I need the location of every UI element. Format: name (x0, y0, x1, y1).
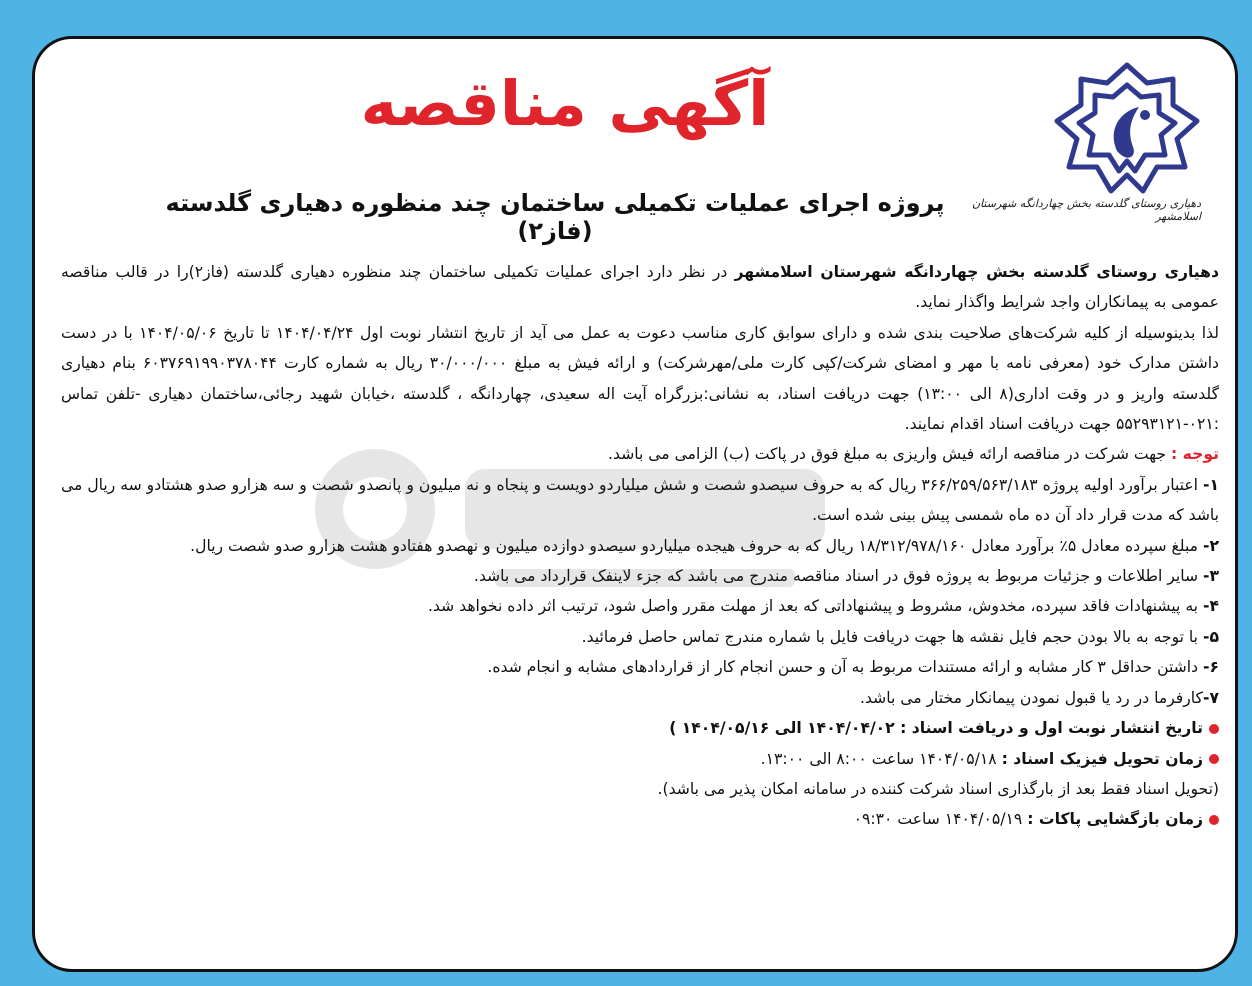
bullet-icon (1209, 724, 1219, 734)
publish-date-value: ۱۴۰۴/۰۴/۰۲ الی ۱۴۰۴/۰۵/۱۶ ) (669, 719, 901, 738)
list-item (61, 591, 1219, 621)
item-number: ۴- (1202, 597, 1219, 616)
bullet-icon (1209, 815, 1219, 825)
invitation-paragraph: لذا بدینوسیله از کلیه شرکت‌های صلاحیت بندی شده و دارای سوابق کاری مناسب دعوت به عمل می آید از تاریخ انتشار نوبت اول ۱۴۰۴/۰۴/۲۴ تا تاریخ ۱۴۰۴/۰۵/۰۶ با در دست داشتن مدارک خود (معرفی نامه با مهر و امضای شرکت/کپی کارت ملی/مهرشرکت) و ارائه فیش به مبلغ ۳۰/۰۰۰/۰۰۰ ریال به شماره کارت ۶۰۳۷۶۹۱۹۹۰۳۷۸۰۴۴ بنام دهیاری گلدسته واریز و در وقت اداری(۸ الی ۱۳:۰۰) جهت دریافت اسناد، به نشانی:بزرگراه آیت اله سعیدی، چهاردانگه ، گلدسته ،خیابان شهید رجائی،ساختمان دهیاری -تلفن تماس :۰۲۱-۵۵۲۹۳۱۲۱ جهت دریافت اسناد اقدام نمایند. (61, 323, 1219, 434)
note-label: توجه : (1171, 445, 1219, 464)
notice-card (32, 36, 1238, 972)
intro-text: در نظر دارد اجرای عملیات تکمیلی ساختمان چند منظوره دهیاری گلدسته (فاز۲)را در قالب مناقصه عمومی به پیمانکاران واجد شرایط واگذار نماید. (61, 263, 1219, 312)
opening-date-label: زمان بازگشایی پاکات : (1027, 810, 1203, 829)
page-title: آگهی مناقصه (360, 67, 770, 140)
item-number: ۳- (1202, 567, 1219, 586)
delivery-date-label: زمان تحویل فیزیک اسناد : (1001, 749, 1203, 768)
delivery-date-value: ۱۴۰۴/۰۵/۱۸ ساعت ۸:۰۰ الی ۱۳:۰۰. (760, 749, 1002, 768)
opening-date-value: ۱۴۰۴/۰۵/۱۹ ساعت ۰۹:۳۰ (853, 810, 1028, 829)
organization-name: دهیاری روستای گلدسته بخش چهاردانگه شهرستان اسلامشهر (734, 263, 1219, 281)
item-number: ۷- (1202, 688, 1219, 707)
item-text: مبلغ سپرده معادل ۵٪ برآورد معادل ۱۸/۳۱۲/۹۷۸/۱۶۰ ریال که به حروف هیجده میلیاردو سیصدو دوازده میلیون و نهصدو هفتادو هشت هزارو صدو شصت ریال. (190, 536, 1203, 555)
list-item (61, 683, 1219, 713)
item-number: ۶- (1202, 658, 1219, 677)
note-paragraph (61, 439, 1219, 469)
list-item (61, 470, 1219, 531)
list-item (61, 622, 1219, 652)
note-text: جهت شرکت در مناقصه ارائه فیش واریزی به مبلغ فوق در پاکت (ب) الزامی می باشد. (608, 445, 1171, 464)
logo-caption: دهیاری روستای گلدسته بخش چهاردانگه شهرستان اسلامشهر (971, 197, 1201, 223)
item-number: ۱- (1202, 475, 1219, 494)
list-item (61, 561, 1219, 591)
bullet-icon (1209, 754, 1219, 764)
item-text: کارفرما در رد یا قبول نمودن پیمانکار مختار می باشد. (860, 688, 1203, 707)
item-number: ۵- (1202, 627, 1219, 646)
project-subtitle: پروژه اجرای عملیات تکمیلی ساختمان چند منظوره دهیاری گلدسته (فاز۲) (165, 189, 945, 245)
list-item (61, 531, 1219, 561)
delivery-date-line (61, 744, 1219, 774)
item-number: ۲- (1202, 536, 1219, 555)
item-text: با توجه به بالا بودن حجم فایل نقشه ها جهت دریافت فایل با شماره مندرج تماس حاصل فرمائید. (581, 627, 1203, 646)
publish-date-label: تاریخ انتشار نوبت اول و دریافت اسناد : (900, 719, 1203, 738)
list-item (61, 652, 1219, 682)
publish-date-line (61, 713, 1219, 743)
opening-date-line (61, 804, 1219, 834)
item-text: اعتبار برآورد اولیه پروژه ۳۶۶/۲۵۹/۵۶۳/۱۸۳ ریال که به حروف سیصدو شصت و شش میلیاردو دویست و پنجاه و نه میلیون و پانصدو شصت و سه هزارو صدو هشتادو سه ریال می باشد که مدت قرار داد آن ده ماه شمسی پیش بینی شده است. (61, 475, 1219, 525)
page-frame (12, 12, 1240, 974)
item-text: سایر اطلاعات و جزئیات مربوط به پروژه فوق در اسناد مناقصه مندرج می باشد که جزء لاینفک قرارداد می باشد. (473, 567, 1203, 586)
dehyari-logo-icon (1047, 59, 1207, 199)
item-text: به پیشنهادات فاقد سپرده، مخدوش، مشروط و پیشنهاداتی که بعد از مهلت مقرر واصل شود، ترتیب اثر داده نخواهد شد. (427, 597, 1203, 616)
notice-body (61, 257, 1219, 835)
intro-paragraph (61, 257, 1219, 318)
delivery-note: (تحویل اسناد فقط بعد از بارگذاری اسناد شرکت کننده در سامانه امکان پذیر می باشد). (657, 779, 1219, 798)
item-text: داشتن حداقل ۳ کار مشابه و ارائه مستندات مربوط به آن و حسن انجام کار از قراردادهای مشابه و انجام شده. (487, 658, 1203, 677)
